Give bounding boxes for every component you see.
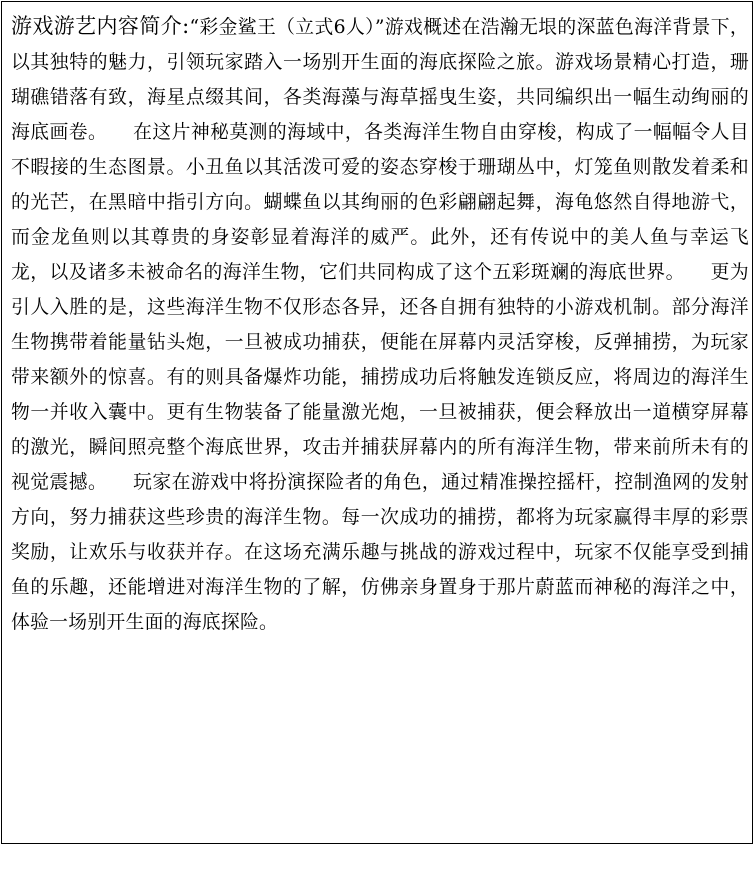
- document-body: [11, 9, 749, 640]
- document-title: 游戏游艺内容简介:: [11, 14, 190, 38]
- paragraph-intro: “彩金鲨王（立式6人）”游戏概述在浩瀚无垠的深蓝色海洋背景下，以其独特的魅力，引领玩家踏入一场别开生面的海底探险之旅。游戏场景精心打造，珊瑚礁错落有致，海星点缀其间，各类海藻与海草摇曳生姿，共同编织出一幅生动绚丽的海底画卷。: [11, 17, 749, 143]
- paragraph-sea-creatures: 在这片神秘莫测的海域中，各类海洋生物自由穿梭，构成了一幅幅令人目不暇接的生态图景。小丑鱼以其活泼可爱的姿态穿梭于珊瑚丛中，灯笼鱼则散发着柔和的光芒，在黑暗中指引方向。蝴蝶鱼以其绚丽的色彩翩翩起舞，海龟悠然自得地游弋，而金龙鱼则以其尊贵的身姿彰显着海洋的威严。此外，还有传说中的美人鱼与幸运飞龙，以及诸多未被命名的海洋生物，它们共同构成了这个五彩斑斓的海底世界。: [11, 122, 750, 283]
- document-frame: [1, 1, 753, 844]
- paragraph-mini-games: 更为引人入胜的是，这些海洋生物不仅形态各异，还各自拥有独特的小游戏机制。部分海洋生物携带着能量钻头炮，一旦被成功捕获，便能在屏幕内灵活穿梭，反弹捕捞，为玩家带来额外的惊喜。有的则具备爆炸功能，捕捞成功后将触发连锁反应，将周边的海洋生物一并收入囊中。更有生物装备了能量激光炮，一旦被捕获，便会释放出一道横穿屏幕的激光，瞬间照亮整个海底世界，攻击并捕获屏幕内的所有海洋生物，带来前所未有的视觉震撼。: [11, 262, 749, 493]
- paragraph-gameplay: 玩家在游戏中将扮演探险者的角色，通过精准操控摇杆，控制渔网的发射方向，努力捕获这些珍贵的海洋生物。每一次成功的捕捞，都将为玩家赢得丰厚的彩票奖励，让欢乐与收获并存。在这场充满乐趣与挑战的游戏过程中，玩家不仅能享受到捕鱼的乐趣，还能增进对海洋生物的了解，仿佛亲身置身于那片蔚蓝而神秘的海洋之中，体验一场别开生面的海底探险。: [11, 472, 750, 633]
